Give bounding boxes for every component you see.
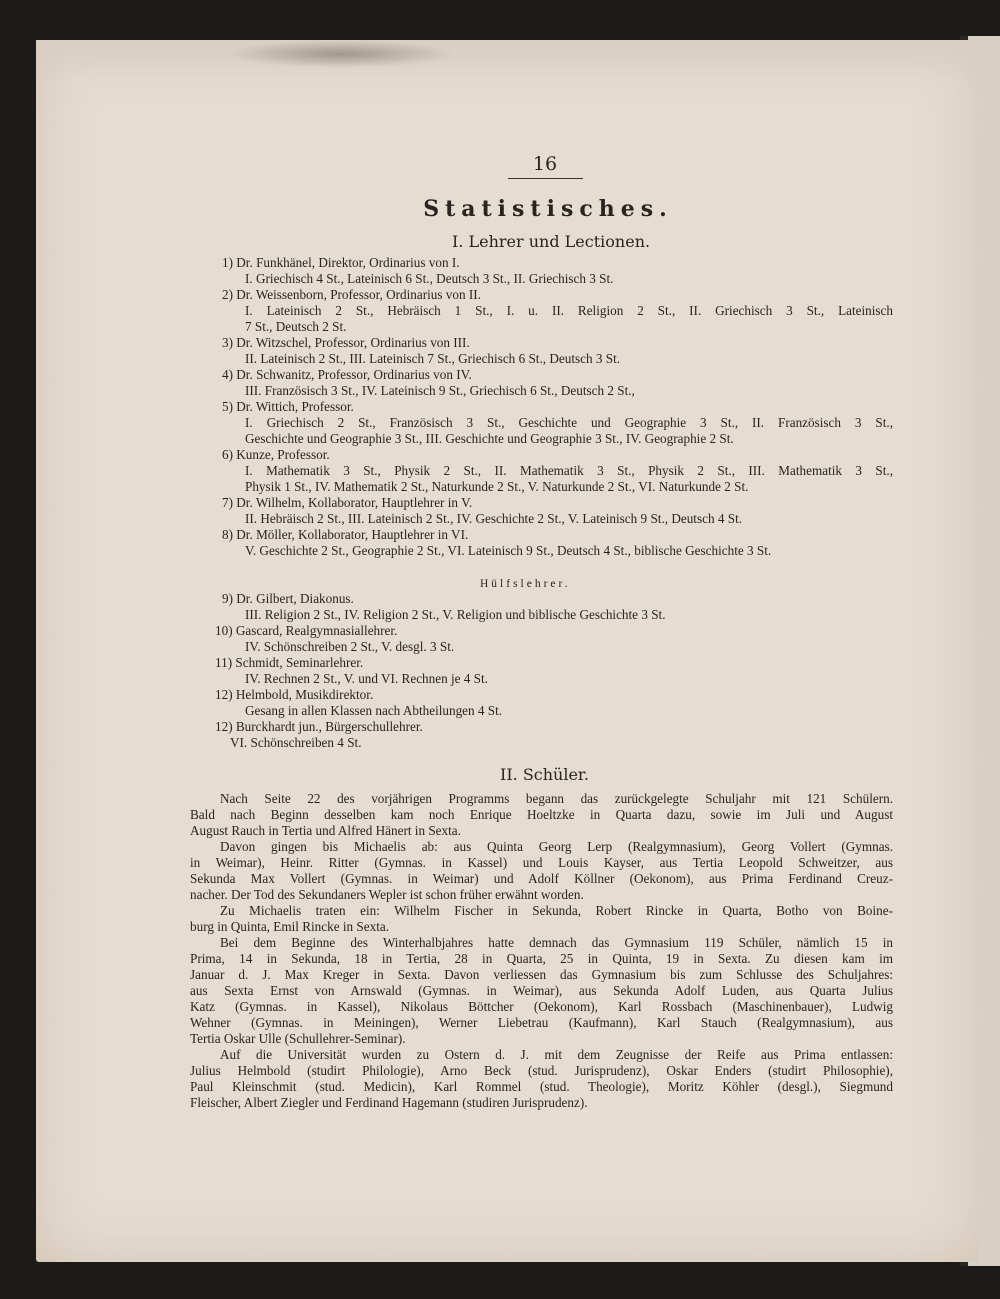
students-text-line: Wehner (Gymnas. in Meiningen), Werner Liebetrau (Kaufmann), Karl Stauch (Realgymnasium), aus — [190, 1015, 893, 1030]
students-text-line: Sekunda Max Vollert (Gymnas. in Weimar) und Adolf Köllner (Oekonom), aus Prima Ferdinand Creuz- — [190, 871, 893, 886]
teacher-line: III. Französisch 3 St., IV. Lateinisch 9 St., Griechisch 6 St., Deutsch 2 St., — [245, 383, 635, 398]
assistant-teacher-line: 11) Schmidt, Seminarlehrer. — [215, 655, 364, 670]
assistant-teacher-line: VI. Schönschreiben 4 St. — [230, 735, 362, 750]
students-text-line: nacher. Der Tod des Sekundaners Wepler ist schon früher erwähnt worden. — [190, 887, 584, 902]
teacher-line: V. Geschichte 2 St., Geographie 2 St., VI. Lateinisch 9 St., Deutsch 4 St., biblische Geschichte 3 St. — [245, 543, 772, 558]
teacher-line: 4) Dr. Schwanitz, Professor, Ordinarius von IV. — [222, 367, 472, 382]
assistant-teacher-line: 10) Gascard, Realgymnasiallehrer. — [215, 623, 398, 638]
students-text-line: August Rauch in Tertia und Alfred Hänert in Sexta. — [190, 823, 461, 838]
teacher-line: 2) Dr. Weissenborn, Professor, Ordinarius von II. — [222, 287, 481, 302]
teacher-line: II. Lateinisch 2 St., III. Lateinisch 7 St., Griechisch 6 St., Deutsch 3 St. — [245, 351, 621, 366]
teacher-line: Physik 1 St., IV. Mathematik 2 St., Naturkunde 2 St., V. Naturkunde 2 St., VI. Naturkunde 2 St. — [245, 479, 749, 494]
students-text-line: Bald nach Beginn desselben kam noch Enrique Hoeltzke in Quarta dazu, sowie im Juli und August — [190, 807, 893, 822]
students-text-line: aus Sexta Ernst von Arnswald (Gymnas. in Weimar), aus Sekunda Adolf Luden, aus Quarta Julius — [190, 983, 893, 998]
teacher-line: 3) Dr. Witzschel, Professor, Ordinarius von III. — [222, 335, 470, 350]
teacher-line: 7) Dr. Wilhelm, Kollaborator, Hauptlehrer in V. — [222, 495, 473, 510]
students-text-line: Paul Kleinschmit (stud. Medicin), Karl Rommel (stud. Theologie), Moritz Köhler (desgl.), Siegmund — [190, 1079, 893, 1094]
teacher-line: I. Griechisch 2 St., Französisch 3 St., Geschichte und Geographie 3 St., II. Französisch 3 St., — [245, 415, 893, 430]
students-text-line: Januar d. J. Max Kreger in Sexta. Davon verliessen das Gymnasium bis zum Schlusse des Schuljahres: — [190, 967, 893, 982]
teacher-line: I. Lateinisch 2 St., Hebräisch 1 St., I. u. II. Religion 2 St., II. Griechisch 3 St., Lateinisch — [245, 303, 893, 318]
assistant-teacher-line: 12) Helmbold, Musikdirektor. — [215, 687, 374, 702]
teacher-line: I. Griechisch 4 St., Lateinisch 6 St., Deutsch 3 St., II. Griechisch 3 St. — [245, 271, 614, 286]
students-text-line: Auf die Universität wurden zu Ostern d. J. mit dem Zeugnisse der Reife aus Prima entlassen: — [220, 1047, 893, 1062]
assistant-teacher-line: Gesang in allen Klassen nach Abtheilungen 4 St. — [245, 703, 503, 718]
page-number: 16 — [532, 153, 558, 175]
assistant-teacher-line: 9) Dr. Gilbert, Diakonus. — [222, 591, 354, 606]
students-text-line: Bei dem Beginne des Winterhalbjahres hatte demnach das Gymnasium 119 Schüler, nämlich 15 in — [220, 935, 893, 950]
teacher-line: 6) Kunze, Professor. — [222, 447, 330, 462]
teacher-line: Geschichte und Geographie 3 St., III. Geschichte und Geographie 3 St., IV. Geographie 2 St. — [245, 431, 734, 446]
assistant-teacher-line: 12) Burckhardt jun., Bürgerschullehrer. — [215, 719, 423, 734]
teacher-line: 1) Dr. Funkhänel, Direktor, Ordinarius von I. — [222, 255, 460, 270]
teacher-line: II. Hebräisch 2 St., III. Lateinisch 2 St., IV. Geschichte 2 St., V. Lateinisch 9 St., Deutsch 4 St. — [245, 511, 743, 526]
students-text-line: Davon gingen bis Michaelis ab: aus Quinta Georg Lerp (Realgymnasium), Georg Vollert (Gymnas. — [220, 839, 893, 854]
students-text-line: Nach Seite 22 des vorjährigen Programms begann das zurückgelegte Schuljahr mit 121 Schülern. — [220, 791, 893, 806]
students-text-line: Katz (Gymnas. in Kassel), Nikolaus Böttcher (Oekonom), Karl Rossbach (Maschinenbauer), Ludwig — [190, 999, 893, 1014]
teacher-line: 7 St., Deutsch 2 St. — [245, 319, 347, 334]
subheading-assistant-teachers: Hülfslehrer. — [480, 578, 571, 590]
students-text-line: Fleischer, Albert Ziegler und Ferdinand Hagemann (studiren Jurisprudenz). — [190, 1095, 588, 1110]
students-text-line: Julius Helmbold (studirt Philologie), Arno Beck (stud. Jurisprudenz), Oskar Enders (studirt Philosophie), — [190, 1063, 893, 1078]
page-number-rule — [508, 178, 583, 179]
page-title: Statistisches. — [423, 196, 673, 222]
section-heading-students: II. Schüler. — [500, 765, 589, 784]
students-text-line: burg in Quinta, Emil Rincke in Sexta. — [190, 919, 390, 934]
students-text-line: Tertia Oskar Ulle (Schullehrer-Seminar). — [190, 1031, 406, 1046]
assistant-teacher-line: IV. Schönschreiben 2 St., V. desgl. 3 St. — [245, 639, 455, 654]
section-heading-teachers: I. Lehrer und Lectionen. — [452, 232, 651, 251]
students-text-line: Prima, 14 in Sekunda, 18 in Tertia, 28 in Quarta, 25 in Quinta, 19 in Sexta. Zu diesen kam im — [190, 951, 893, 966]
assistant-teacher-line: III. Religion 2 St., IV. Religion 2 St., V. Religion und biblische Geschichte 3 St. — [245, 607, 666, 622]
students-text-line: in Weimar), Heinr. Ritter (Gymnas. in Kassel) und Louis Kayser, aus Tertia Leopold Schweitzer, aus — [190, 855, 893, 870]
assistant-teacher-line: IV. Rechnen 2 St., V. und VI. Rechnen je 4 St. — [245, 671, 488, 686]
teacher-line: 5) Dr. Wittich, Professor. — [222, 399, 354, 414]
students-text-line: Zu Michaelis traten ein: Wilhelm Fischer in Sekunda, Robert Rincke in Quarta, Botho von Boine- — [220, 903, 893, 918]
teacher-line: 8) Dr. Möller, Kollaborator, Hauptlehrer in VI. — [222, 527, 469, 542]
teacher-line: I. Mathematik 3 St., Physik 2 St., II. Mathematik 3 St., Physik 2 St., III. Mathematik 3 St., — [245, 463, 893, 478]
